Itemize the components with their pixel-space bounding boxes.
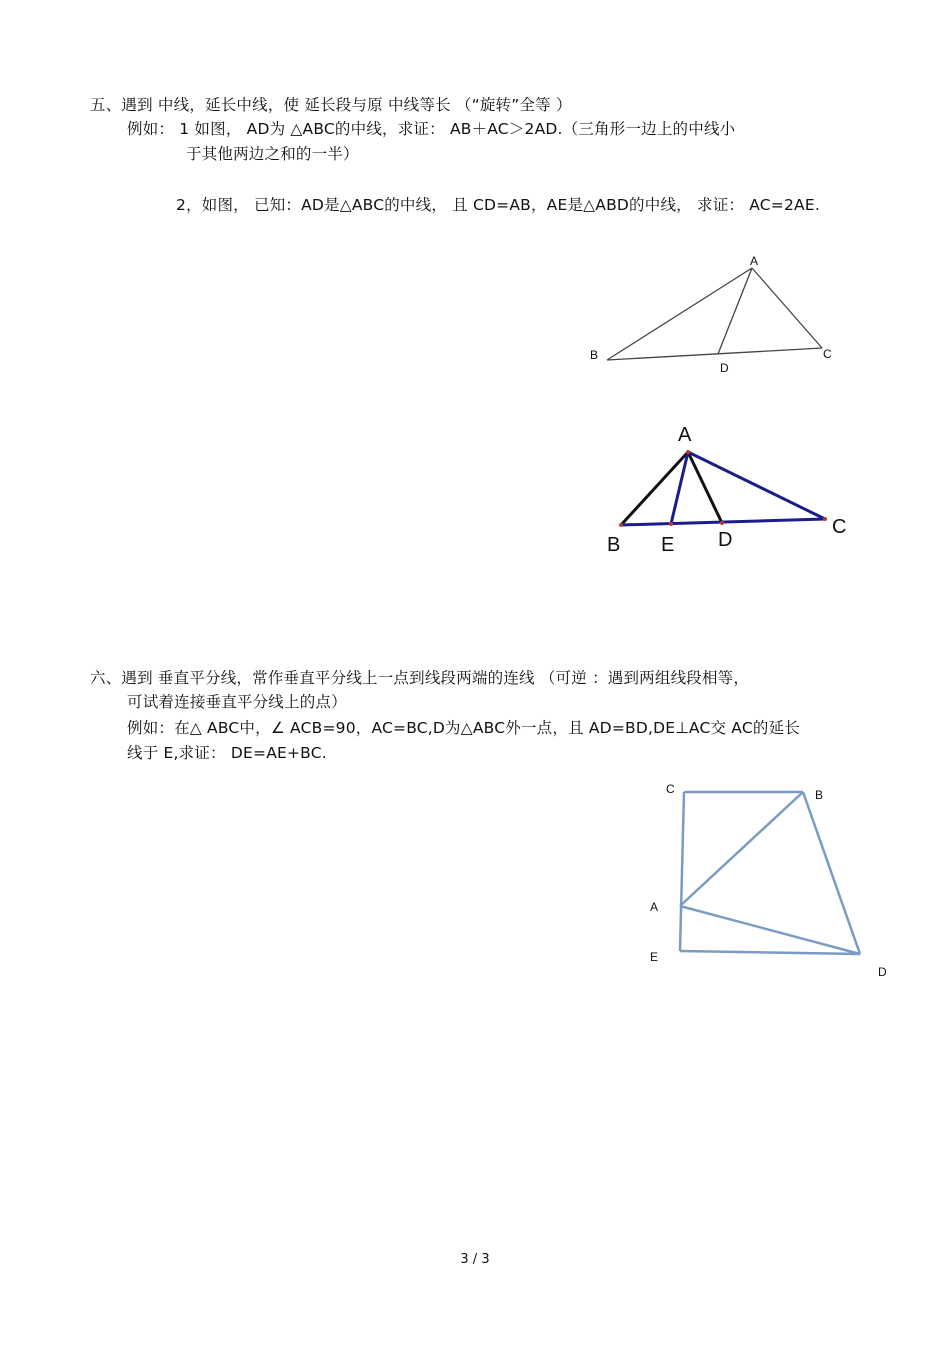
figure3-quadrilateral — [680, 792, 860, 954]
section5-heading: 五、遇到 中线，延长中线，使 延长段与原 中线等长 （“旋转”全等 ） — [90, 96, 572, 114]
figure1-side-bc — [607, 348, 822, 360]
section6-example-line1: 例如：在△ ABC中，∠ ACB=90，AC=BC,D为△ABC外一点，且 AD=BD,DE⊥AC交 AC的延长 — [127, 719, 800, 737]
figure3-segment-ad — [680, 906, 860, 954]
figure3-segment-ce — [680, 792, 684, 951]
figure2-label-e: E — [661, 534, 675, 556]
figure3-segment-ed — [680, 951, 860, 954]
figure3-label-d: D — [878, 965, 887, 979]
section6-heading-line2: 可试着连接垂直平分线上的点） — [127, 693, 347, 711]
figure2-label-d: D — [718, 529, 733, 551]
section5-example1-line1: 例如： 1 如图， AD为 △ABC的中线，求证： AB＋AC＞2AD.（三角形一边上的中线小 — [127, 120, 736, 138]
section5-example1-line2: 于其他两边之和的一半） — [186, 145, 359, 163]
page-number: 3 / 3 — [460, 1252, 490, 1267]
figure2-label-c: C — [832, 516, 847, 538]
figure1-side-ac — [752, 268, 822, 348]
figure1-label-b: B — [590, 348, 599, 362]
section5-example2: 2，如图， 已知：AD是△ABC的中线， 且 CD=AB，AE是△ABD的中线， 求证： AC=2AE. — [176, 196, 820, 214]
figure1-label-c: C — [823, 347, 832, 361]
figure2-label-b: B — [607, 534, 621, 556]
figure2-segment-ad — [688, 452, 722, 523]
figure1-median-ad — [718, 268, 752, 354]
figure3-label-e: E — [650, 950, 659, 964]
section6-heading: 六、遇到 垂直平分线，常作垂直平分线上一点到线段两端的连线 （可逆 ：遇到两组线段相等， — [90, 669, 750, 687]
section6-example-line2: 线于 E,求证： DE=AE+BC. — [127, 744, 327, 762]
figure1-label-d: D — [720, 361, 729, 375]
figure1-label-a: A — [750, 254, 759, 268]
figure3-label-b: B — [815, 788, 824, 802]
figure3-segment-bd — [803, 792, 860, 954]
figure2-side-ac — [688, 452, 825, 519]
figure3-label-a: A — [650, 900, 659, 914]
figure3-segment-ab — [680, 792, 803, 906]
figure2-triangle — [621, 452, 825, 525]
figure2-label-a: A — [678, 424, 692, 446]
figure1-side-ab — [607, 268, 752, 360]
figure3-label-c: C — [666, 782, 675, 796]
